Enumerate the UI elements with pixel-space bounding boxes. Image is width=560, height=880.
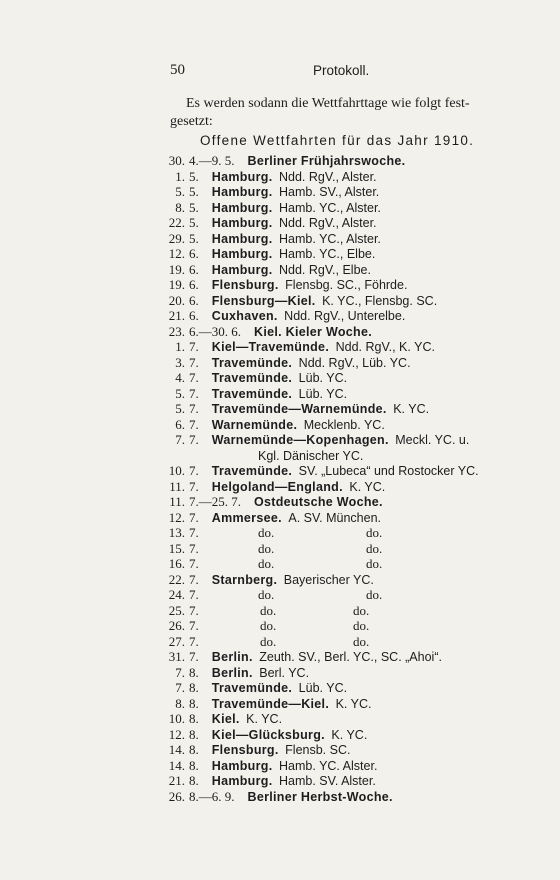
schedule-entry <box>168 510 518 526</box>
entry-day: 7. <box>175 664 185 680</box>
entry-place: Warnemünde—Kopenhagen. <box>211 433 389 447</box>
entry-place: Travemünde. <box>211 355 293 370</box>
entry-month: 4.—9. 5. <box>189 153 235 168</box>
entry-place: Berlin. <box>211 650 253 664</box>
entry-month: 7. <box>189 339 199 354</box>
entry-day: 7. <box>175 680 185 695</box>
entry-day: 4. <box>175 370 185 385</box>
entry-clubs: K. YC., Flensbg. SC. <box>322 293 438 308</box>
entry-clubs: Lüb. YC. <box>298 386 348 401</box>
entry-clubs: Ndd. RgV., Alster. <box>279 216 377 230</box>
entry-day: 14. <box>168 742 185 757</box>
schedule-entry <box>168 649 518 665</box>
entry-day: 5. <box>175 184 185 199</box>
entry-month: 5. <box>189 215 199 230</box>
entry-month: 7. <box>189 649 199 664</box>
entry-day: 26. <box>168 788 185 804</box>
intro-line: Es werden sodann die Wettfahrttage wie folgt fest- <box>186 96 470 111</box>
entry-day: 19. <box>168 261 185 277</box>
schedule-entry <box>168 665 518 681</box>
entry-month: 8. <box>189 742 199 757</box>
entry-clubs: Kgl. Dänischer YC. <box>258 448 364 463</box>
entry-place: Starnberg. <box>211 572 278 587</box>
entry-clubs: K. YC. <box>335 696 372 711</box>
schedule-entry <box>168 246 518 262</box>
entry-month: 7. <box>189 401 199 416</box>
entry-place: do. <box>260 602 277 618</box>
schedule-entry <box>168 231 518 247</box>
schedule-entry <box>168 680 518 696</box>
schedule-entry <box>168 386 518 402</box>
entry-clubs: SV. „Lubeca“ und Rostocker YC. <box>298 464 479 478</box>
schedule-entry <box>168 169 518 185</box>
entry-place: Hamburg. <box>211 774 273 788</box>
entry-clubs: do. <box>353 633 370 649</box>
entry-month: 7. <box>189 540 199 556</box>
entry-place: do. <box>258 556 275 571</box>
entry-day: 20. <box>168 292 185 308</box>
entry-place: Hamburg. <box>211 200 273 215</box>
entry-day: 7. <box>175 432 185 447</box>
entry-month: 8. <box>189 726 199 742</box>
entry-clubs: do. <box>366 540 383 556</box>
schedule-entry <box>168 556 518 572</box>
entry-place: Travemünde—Warnemünde. <box>211 402 387 416</box>
schedule-entry <box>168 153 518 169</box>
entry-place: Travemünde. <box>211 371 293 385</box>
page-number: 50 <box>170 62 185 78</box>
entry-month: 5. <box>189 184 199 199</box>
entry-place: Kiel—Glücksburg. <box>211 727 325 742</box>
entry-place: do. <box>260 618 277 633</box>
entry-month: 7. <box>189 370 199 385</box>
entry-day: 8. <box>175 695 185 711</box>
entry-month: 7. <box>189 525 199 540</box>
entry-clubs: A. SV. München. <box>288 510 382 525</box>
entry-clubs: Ndd. RgV., Lüb. YC. <box>298 355 411 370</box>
entry-month: 8. <box>189 664 199 680</box>
entry-place: Berliner Frühjahrswoche. <box>247 154 406 168</box>
entry-clubs: Lüb. YC. <box>298 371 348 385</box>
entry-place: do. <box>258 540 275 556</box>
running-title: Protokoll. <box>313 63 370 78</box>
entry-place: Berliner Herbst-Woche. <box>247 789 393 804</box>
schedule-entry <box>168 525 518 541</box>
entry-month: 7. <box>189 385 199 401</box>
entry-day: 10. <box>168 711 185 726</box>
entry-day: 30. <box>168 153 185 168</box>
entry-clubs: Hamb. YC. Alster. <box>279 758 378 773</box>
entry-month: 8. <box>189 711 199 726</box>
entry-day: 27. <box>168 633 185 649</box>
entry-month: 7. <box>189 509 199 525</box>
entry-month: 7. <box>189 463 199 478</box>
entry-day: 1. <box>175 339 185 354</box>
entry-month: 6.—30. 6. <box>189 323 241 339</box>
entry-place: Berlin. <box>211 665 253 680</box>
entry-month: 6. <box>189 308 199 323</box>
intro-line: gesetzt: <box>170 114 213 129</box>
entry-place: Flensburg—Kiel. <box>211 293 316 308</box>
schedule-entry <box>168 773 518 789</box>
schedule-entry <box>168 432 518 448</box>
entry-place: Hamburg. <box>211 247 273 261</box>
entry-clubs: do. <box>353 618 370 633</box>
entry-place: do. <box>258 525 275 540</box>
entry-day: 21. <box>168 773 185 788</box>
entry-place: Kiel. <box>211 712 240 726</box>
entry-clubs: Flensb. SC. <box>285 743 351 757</box>
entry-clubs: K. YC. <box>331 727 368 742</box>
entry-place: Ammersee. <box>211 510 282 525</box>
entry-place: Hamburg. <box>211 185 273 199</box>
entry-month: 6. <box>189 246 199 261</box>
entry-place: Warnemünde. <box>211 417 298 432</box>
entry-month: 8. <box>189 695 199 711</box>
entry-day: 13. <box>168 525 185 540</box>
entry-clubs: Meckl. YC. u. <box>395 433 470 447</box>
entry-clubs: Ndd. RgV., K. YC. <box>335 340 435 354</box>
entry-place: Helgoland—England. <box>211 479 343 494</box>
entry-month: 6. <box>189 261 199 277</box>
entry-place: Hamburg. <box>211 262 273 277</box>
schedule-entry <box>168 370 518 386</box>
schedule-entry <box>168 789 518 805</box>
schedule-entry <box>168 742 518 758</box>
entry-month: 7. <box>189 432 199 447</box>
entry-clubs: Hamb. YC., Elbe. <box>279 247 376 261</box>
entry-day: 6. <box>175 416 185 432</box>
entry-clubs: do. <box>366 587 383 602</box>
entry-month: 7. <box>189 354 199 370</box>
entry-place: Cuxhaven. <box>211 309 278 323</box>
entry-day: 12. <box>168 726 185 742</box>
entry-clubs: K. YC. <box>393 402 430 416</box>
schedule-entry <box>168 184 518 200</box>
entry-day: 1. <box>175 168 185 184</box>
entry-month: 7. <box>189 478 199 494</box>
entry-month: 6. <box>189 292 199 308</box>
entry-day: 26. <box>168 618 185 633</box>
entry-day: 8. <box>175 199 185 215</box>
schedule-entry <box>168 448 518 464</box>
schedule-entry <box>168 479 518 495</box>
schedule-entry <box>168 758 518 774</box>
entry-day: 21. <box>168 308 185 323</box>
entry-place: Hamburg. <box>211 169 273 184</box>
entry-month: 8. <box>189 757 199 773</box>
entry-place: Ostdeutsche Woche. <box>254 495 383 509</box>
entry-clubs: Hamb. YC., Alster. <box>279 231 381 246</box>
entry-month: 7.—25. 7. <box>189 494 241 509</box>
schedule-entry <box>168 696 518 712</box>
schedule-entry <box>168 634 518 650</box>
entry-place: Flensburg. <box>211 278 279 292</box>
entry-place: do. <box>260 633 277 649</box>
intro-paragraph <box>170 95 510 131</box>
entry-day: 5. <box>175 385 185 401</box>
entry-place: Hamburg. <box>211 758 273 773</box>
entry-place: Travemünde. <box>211 386 293 401</box>
schedule-entry <box>168 727 518 743</box>
schedule-entry <box>168 215 518 231</box>
entry-day: 31. <box>168 649 185 664</box>
entry-day: 12. <box>168 509 185 525</box>
section-title: Offene Wettfahrten für das Jahr 1910. <box>200 133 475 148</box>
entry-month: 7. <box>189 587 199 602</box>
entry-clubs: do. <box>353 602 370 618</box>
entry-day: 29. <box>168 230 185 246</box>
entry-month: 7. <box>189 556 199 571</box>
entry-day: 24. <box>168 587 185 602</box>
schedule-entry <box>168 324 518 340</box>
entry-day: 16. <box>168 556 185 571</box>
entry-place: Kiel—Travemünde. <box>211 340 330 354</box>
entry-day: 19. <box>168 277 185 292</box>
entry-clubs: Hamb. YC., Alster. <box>279 200 381 215</box>
entry-clubs: K. YC. <box>349 479 386 494</box>
schedule-entry <box>168 355 518 371</box>
entry-day: 14. <box>168 757 185 773</box>
entry-place: Hamburg. <box>211 231 273 246</box>
entry-month: 5. <box>189 199 199 215</box>
entry-day: 22. <box>168 215 185 230</box>
entry-clubs: do. <box>366 525 383 540</box>
entry-clubs: Lüb. YC. <box>298 681 348 695</box>
entry-day: 15. <box>168 540 185 556</box>
entry-clubs: Ndd. RgV., Unterelbe. <box>284 309 406 323</box>
entry-month: 7. <box>189 416 199 432</box>
schedule-entry <box>168 463 518 479</box>
schedule-entry <box>168 603 518 619</box>
entry-clubs: K. YC. <box>246 712 283 726</box>
entry-place: Travemünde. <box>211 681 293 695</box>
entry-month: 8. <box>189 773 199 788</box>
entry-clubs: Zeuth. SV., Berl. YC., SC. „Ahoi“. <box>259 650 442 664</box>
entry-clubs: Hamb. SV. Alster. <box>279 774 376 788</box>
entry-clubs: Ndd. RgV., Elbe. <box>279 262 371 277</box>
entry-month: 7. <box>189 633 199 649</box>
entry-day: 25. <box>168 602 185 618</box>
schedule-entry <box>168 262 518 278</box>
schedule-entry <box>168 339 518 355</box>
entry-clubs: Ndd. RgV., Alster. <box>279 169 377 184</box>
entry-day: 23. <box>168 323 185 339</box>
entry-day: 11. <box>169 478 185 494</box>
schedule-entry <box>168 401 518 417</box>
schedule-entry <box>168 572 518 588</box>
entry-place: Flensburg. <box>211 743 279 757</box>
entry-month: 6. <box>189 277 199 292</box>
entry-month: 7. <box>189 602 199 618</box>
entry-place: Travemünde. <box>211 464 293 478</box>
schedule-entry <box>168 711 518 727</box>
entry-day: 10. <box>168 463 185 478</box>
schedule-entry <box>168 200 518 216</box>
entry-day: 11. <box>169 494 185 509</box>
schedule-entry <box>168 587 518 603</box>
entry-place: do. <box>258 587 275 602</box>
schedule-entry <box>168 277 518 293</box>
entry-day: 3. <box>175 354 185 370</box>
entry-day: 5. <box>175 401 185 416</box>
entry-day: 22. <box>168 571 185 587</box>
schedule-entry <box>168 293 518 309</box>
schedule-entry <box>168 618 518 634</box>
entry-place: Hamburg. <box>211 216 273 230</box>
entry-month: 5. <box>189 230 199 246</box>
entry-month: 7. <box>189 571 199 587</box>
schedule-entry <box>168 308 518 324</box>
entry-month: 7. <box>189 618 199 633</box>
schedule-entry <box>168 541 518 557</box>
schedule-entry <box>168 417 518 433</box>
entry-clubs: Mecklenb. YC. <box>303 417 385 432</box>
entry-clubs: Berl. YC. <box>259 665 310 680</box>
entry-clubs: Bayerischer YC. <box>283 572 374 587</box>
entry-place: Kiel. Kieler Woche. <box>254 324 373 339</box>
entry-month: 5. <box>189 168 199 184</box>
entry-clubs: do. <box>366 556 383 571</box>
schedule-entry <box>168 494 518 510</box>
entry-clubs: Hamb. SV., Alster. <box>279 185 380 199</box>
entry-day: 12. <box>168 246 185 261</box>
entry-month: 8. <box>189 680 199 695</box>
entry-place: Travemünde—Kiel. <box>211 696 330 711</box>
regatta-schedule-list <box>168 153 518 804</box>
entry-clubs: Flensbg. SC., Föhrde. <box>285 278 408 292</box>
entry-month: 8.—6. 9. <box>189 788 235 804</box>
